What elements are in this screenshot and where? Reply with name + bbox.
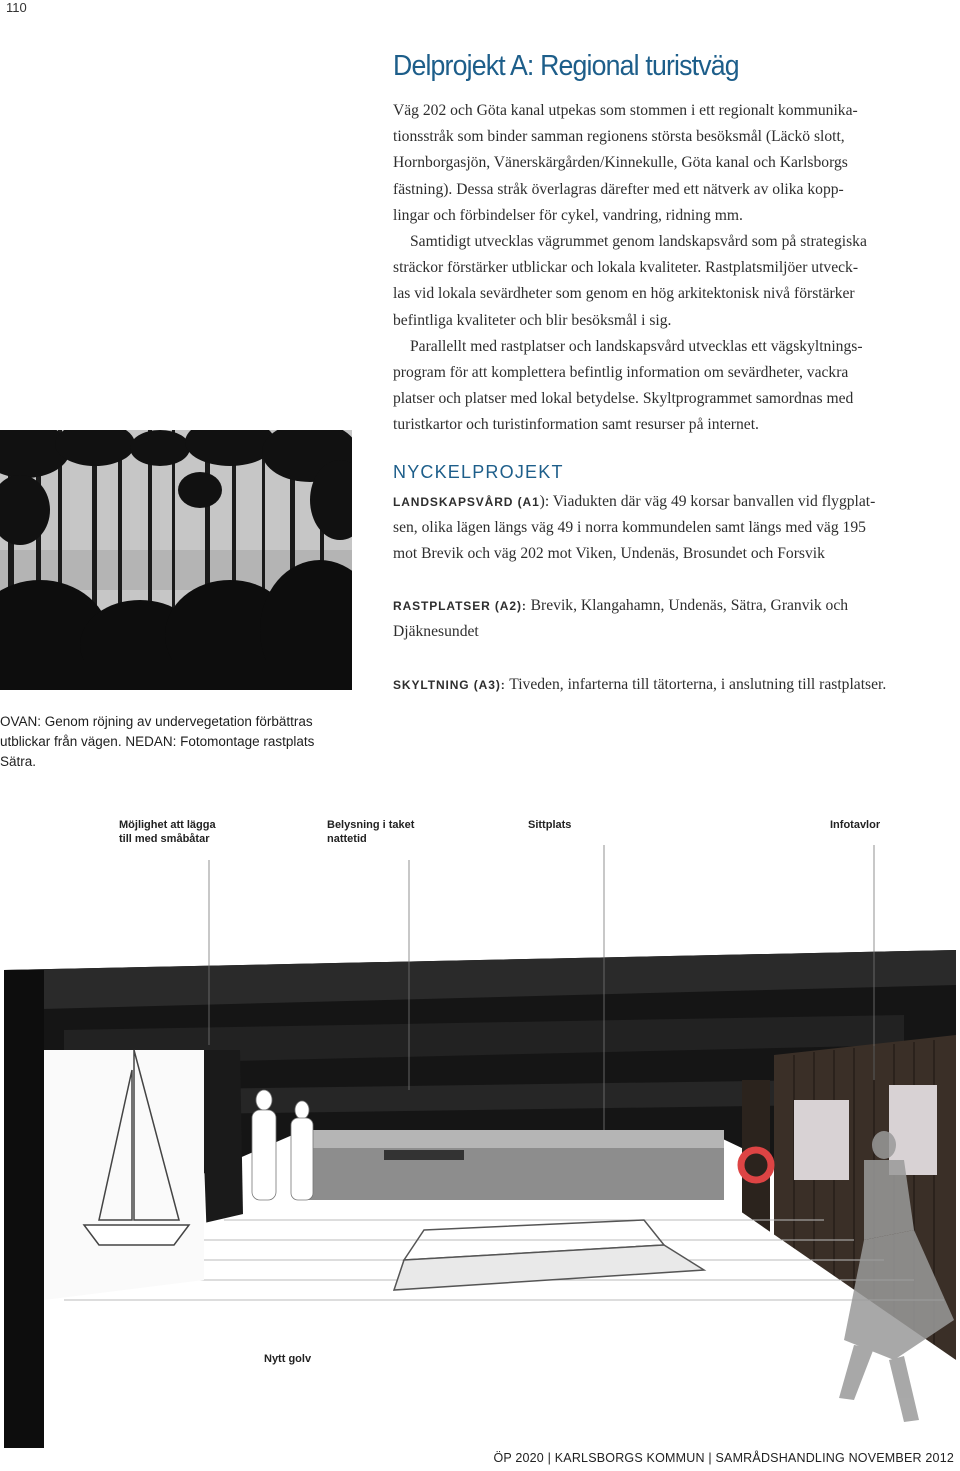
text-line: program för att komplettera befintlig information om sevärdheter, vackra xyxy=(393,364,849,382)
project-a2 xyxy=(393,593,955,645)
label-line: till med småbåtar xyxy=(119,833,210,845)
paragraph-1 xyxy=(393,98,955,229)
project-a3 xyxy=(393,672,955,698)
forest-silhouette xyxy=(0,430,352,690)
text-line xyxy=(393,672,955,698)
project-tag: LANDSKAPSVÅRD (A1 xyxy=(393,495,540,509)
text-line: Samtidigt utvecklas vägrummet genom landskapsvård som på strategiska xyxy=(410,233,867,251)
text-line: Väg 202 och Göta kanal utpekas som stommen i ett regionalt kommunika- xyxy=(393,102,858,119)
text-line: Hornborgasjön, Vänerskärgården/Kinnekulle, Göta kanal och Karlsborgs xyxy=(393,154,848,172)
text-line: sträckor förstärker utblickar och lokala kvaliteter. Rastplatsmiljöer utveck- xyxy=(393,259,859,277)
key-projects-heading: NYCKELPROJEKT xyxy=(393,462,564,482)
text-line: platser och platser med lokal betydelse. Skyltprogrammet samordnas med xyxy=(393,390,854,408)
label-new-floor xyxy=(264,1352,311,1366)
project-tag: SKYLTNING (A3): xyxy=(393,678,506,692)
image-caption xyxy=(0,712,330,772)
text-line: mot Brevik och väg 202 mot Viken, Undenäs, Brosundet och Forsvik xyxy=(393,545,825,563)
page-footer: ÖP 2020 | KARLSBORGS KOMMUN | SAMRÅDSHANDLING NOVEMBER 2012 xyxy=(493,1451,954,1465)
page-title: Delprojekt A: Regional turistväg xyxy=(393,50,739,82)
paragraph-3 xyxy=(393,334,955,439)
label-small-boats xyxy=(119,818,216,846)
project-tag: RASTPLATSER (A2): xyxy=(393,599,527,613)
text-line: Parallellt med rastplatser och landskapsvård utvecklas ett vägskyltnings- xyxy=(410,337,863,355)
project-text: Tiveden, infarterna till tätorterna, i anslutning till rastplatser. xyxy=(505,676,887,693)
paragraph-2 xyxy=(393,229,955,334)
intro-text xyxy=(393,98,955,439)
label-line: Möjlighet att lägga xyxy=(119,819,216,831)
text-line: befintliga kvaliteter och blir besöksmål i sig. xyxy=(393,311,672,329)
caption-line: Sätra. xyxy=(0,754,37,769)
text-line: sen, olika lägen längs väg 49 i norra kommundelen samt längs med väg 195 xyxy=(393,519,866,537)
caption-line: OVAN: Genom röjning av undervegetation förbättras xyxy=(0,714,313,729)
text-line: las vid lokala sevärdheter som genom en hög arkitektonisk nivå förstärker xyxy=(393,285,855,303)
text-line: tionsstråk som binder samman regionens största besöksmål (Läckö slott, xyxy=(393,128,845,146)
montage-illustration xyxy=(4,800,956,1448)
forest-photo xyxy=(0,430,352,690)
project-text: ): Viadukten där väg 49 korsar banvallen vid flygplat- xyxy=(539,493,876,510)
text-line: Djäknesundet xyxy=(393,623,479,641)
text-line: lingar och förbindelser för cykel, vandring, ridning mm. xyxy=(393,206,743,224)
text-line xyxy=(393,489,955,515)
label-seating xyxy=(528,818,571,832)
label-roof-lighting xyxy=(327,818,414,846)
label-info-boards xyxy=(830,818,880,832)
label-line: Belysning i taket xyxy=(327,819,415,831)
label-line: Nytt golv xyxy=(264,1353,312,1365)
caption-line: utblickar från vägen. NEDAN: Fotomontage rastplats xyxy=(0,734,315,749)
label-line: Infotavlor xyxy=(830,819,881,831)
text-line xyxy=(393,593,955,619)
project-text: Brevik, Klangahamn, Undenäs, Sätra, Granvik och xyxy=(526,597,849,614)
text-line: fästning). Dessa stråk överlagras därefter med ett nätverk av olika kopp- xyxy=(393,180,844,198)
label-line: Sittplats xyxy=(528,819,572,831)
label-line: nattetid xyxy=(327,833,367,845)
text-line: turistkartor och turistinformation samt resurser på internet. xyxy=(393,416,759,434)
photomontage-satra xyxy=(4,800,956,1448)
project-a1 xyxy=(393,489,955,568)
page-number: 110 xyxy=(6,0,27,15)
